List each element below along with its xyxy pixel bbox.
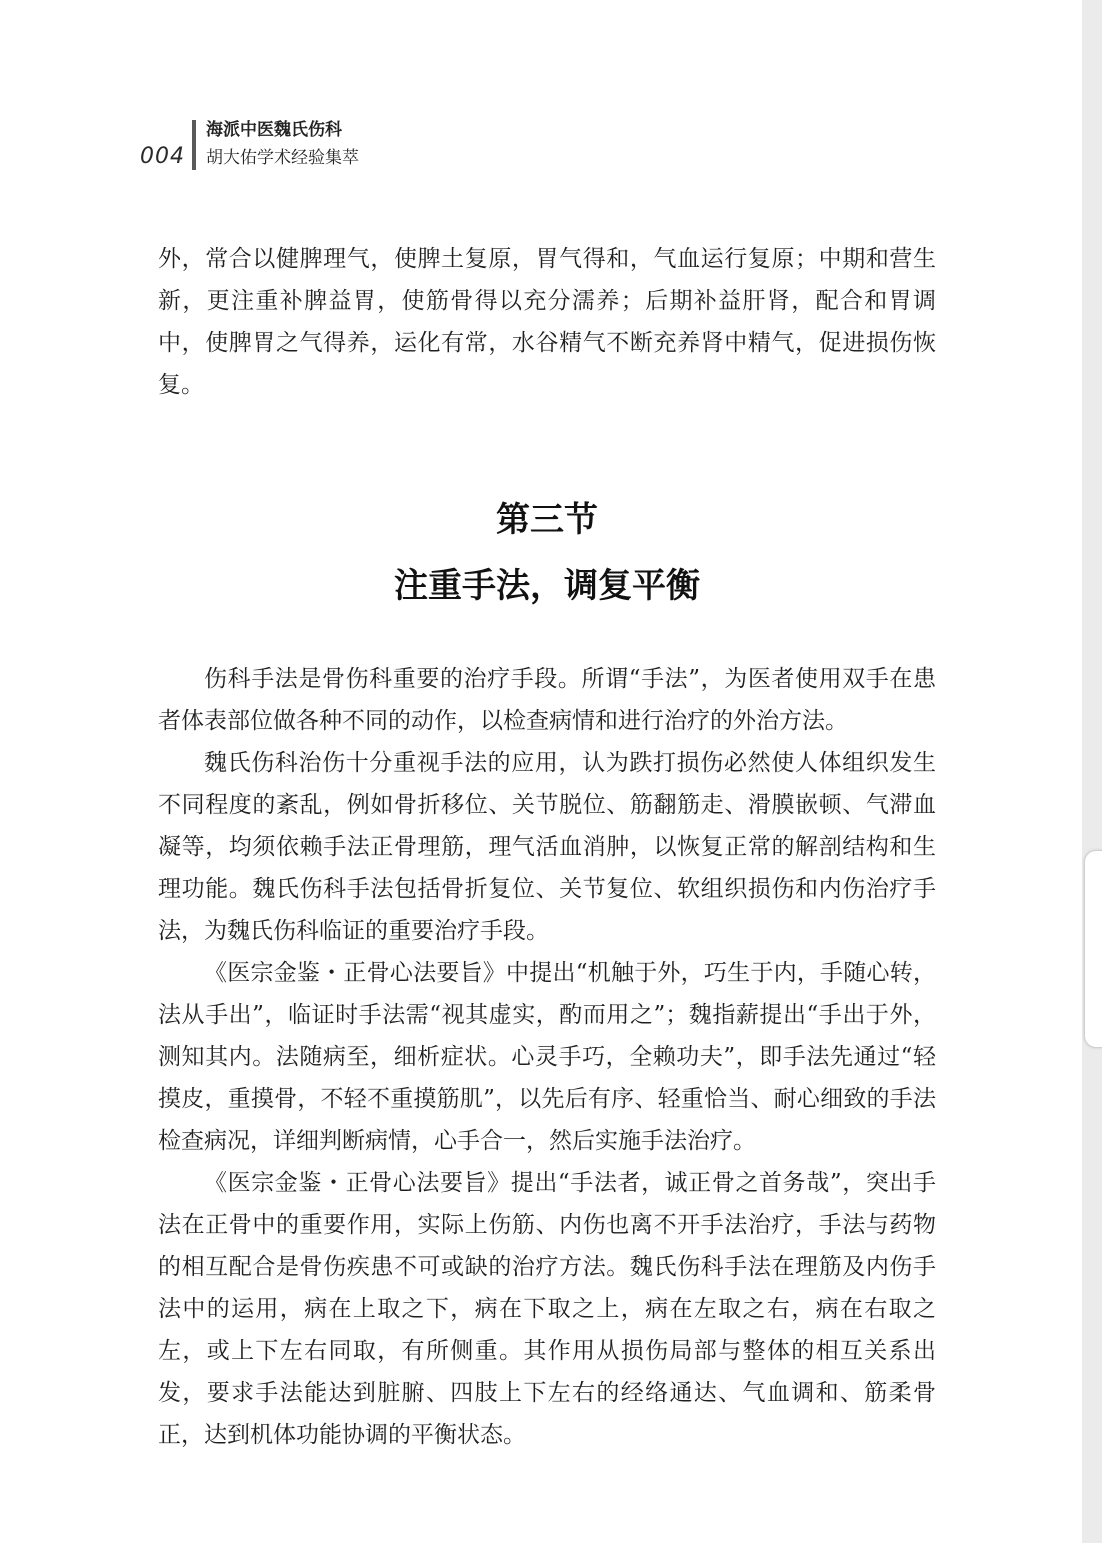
header-divider-bar <box>192 120 196 170</box>
section-title: 注重手法，调复平衡 <box>394 566 700 606</box>
paragraph: 《医宗金鉴・正骨心法要旨》提出“手法者，诚正骨之首务哉”，突出手法在正骨中的重要作用，实际上伤筋、内伤也离不开手法治疗，手法与药物的相互配合是骨伤疾患不可或缺的治疗方法。魏氏伤科手法在理筋及内伤手法中的运用，病在上取之下，病在下取之上，病在左取之右，病在右取之左，或上下左右同取，有所侧重。其作用从损伤局部与整体的相互关系出发，要求手法能达到脏腑、四肢上下左右的经络通达、气血调和、筋柔骨正，达到机体功能协调的平衡状态。 <box>158 1170 936 1448</box>
book-title: 胡大佑学术经验集萃 <box>206 148 359 168</box>
section-number: 第三节 <box>496 500 598 540</box>
paragraph: 魏氏伤科治伤十分重视手法的应用，认为跌打损伤必然使人体组织发生不同程度的紊乱，例如骨折移位、关节脱位、筋翻筋走、滑膜嵌顿、气滞血凝等，均须依赖手法正骨理筋，理气活血消肿，以恢复正常的解剖结构和生理功能。魏氏伤科手法包括骨折复位、关节复位、软组织损伤和内伤治疗手法，为魏氏伤科临证的重要治疗手段。 <box>158 750 936 944</box>
paragraph: 《医宗金鉴・正骨心法要旨》中提出“机触于外，巧生于内，手随心转，法从手出”，临证时手法需“视其虚实，酌而用之”；魏指薪提出“手出于外，测知其内。法随病至，细析症状。心灵手巧，全赖功夫”，即手法先通过“轻摸皮，重摸骨，不轻不重摸筋肌”，以先后有序、轻重恰当、耐心细致的手法检查病况，详细判断病情，心手合一，然后实施手法治疗。 <box>158 960 936 1154</box>
side-page-tab[interactable] <box>1084 850 1102 1048</box>
paragraph: 伤科手法是骨伤科重要的治疗手段。所谓“手法”，为医者使用双手在患者体表部位做各种不同的动作，以检查病情和进行治疗的外治方法。 <box>158 666 936 734</box>
page-body <box>158 238 936 1456</box>
paragraph: 外，常合以健脾理气，使脾土复原，胃气得和，气血运行复原；中期和营生新，更注重补脾益胃，使筋骨得以充分濡养；后期补益肝肾，配合和胃调中，使脾胃之气得养，运化有常，水谷精气不断充养肾中精气，促进损伤恢复。 <box>158 246 936 398</box>
series-title: 海派中医魏氏伤科 <box>206 120 342 140</box>
page-number: 004 <box>140 144 185 169</box>
scroll-gutter <box>1082 0 1102 1543</box>
